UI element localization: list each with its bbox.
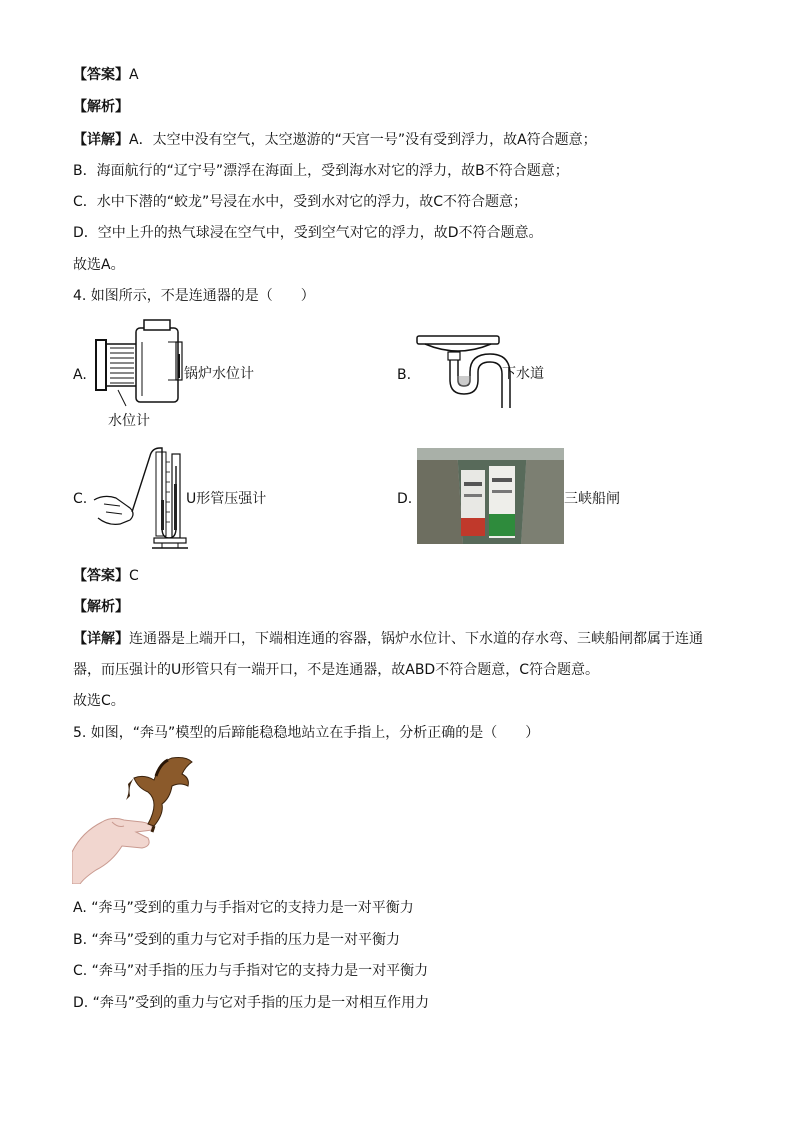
detail-tag: 【详解】 bbox=[73, 631, 129, 647]
option-d-label: 三峡船闸 bbox=[564, 491, 620, 507]
q4-detail-line bbox=[73, 629, 703, 649]
option-b-label: 下水道 bbox=[502, 366, 544, 382]
answer-value: A bbox=[129, 67, 139, 83]
option-a-letter: A. bbox=[73, 367, 87, 383]
q5-stem: 5. 如图，“奔马”模型的后蹄能稳稳地站立在手指上，分析正确的是（ ） bbox=[73, 725, 540, 741]
option-a-sublabel: 水位计 bbox=[108, 413, 150, 429]
q4-analysis-tag bbox=[73, 597, 129, 617]
answer-tag: 【答案】 bbox=[73, 67, 129, 83]
q5-option-b: B. “奔马”受到的重力与它对手指的压力是一对平衡力 bbox=[73, 932, 401, 948]
galloping-horse-on-finger-figure bbox=[72, 752, 198, 884]
answer-tag: 【答案】 bbox=[73, 568, 129, 584]
analysis-tag: 【解析】 bbox=[73, 599, 129, 615]
answer-value: C bbox=[129, 568, 139, 584]
option-c-label: U形管压强计 bbox=[186, 491, 267, 507]
q5-option-d: D. “奔马”受到的重力与它对手指的压力是一对相互作用力 bbox=[73, 995, 430, 1011]
option-d-letter: D. bbox=[397, 491, 413, 507]
option-a-label: 锅炉水位计 bbox=[184, 366, 254, 382]
analysis-tag: 【解析】 bbox=[73, 99, 129, 115]
q4-answer-line bbox=[73, 566, 139, 586]
detail-tag: 【详解】 bbox=[73, 132, 129, 148]
boiler-water-gauge-figure bbox=[90, 318, 210, 408]
q3-conclusion: 故选A。 bbox=[73, 257, 125, 273]
q3-detail-line bbox=[73, 130, 597, 150]
option-b-letter: B. bbox=[397, 367, 412, 383]
q5-option-c: C. “奔马”对手指的压力与手指对它的支持力是一对平衡力 bbox=[73, 963, 429, 979]
detail-text: A．太空中没有空气，太空遨游的“天宫一号”没有受到浮力，故A符合题意； bbox=[129, 132, 597, 148]
q5-option-a: A. “奔马”受到的重力与手指对它的支持力是一对平衡力 bbox=[73, 900, 414, 916]
q3-line-b: B．海面航行的“辽宁号”漂浮在海面上，受到海水对它的浮力，故B不符合题意； bbox=[73, 163, 569, 179]
q3-answer-line bbox=[73, 65, 139, 85]
three-gorges-ship-lock-photo bbox=[417, 448, 564, 544]
detail-text: 连通器是上端开口，下端相连通的容器，锅炉水位计、下水道的存水弯、三峡船闸都属于连通 bbox=[129, 631, 703, 647]
u-tube-manometer-figure bbox=[90, 442, 190, 552]
q4-conclusion: 故选C。 bbox=[73, 693, 125, 709]
q3-line-d: D．空中上升的热气球浸在空气中，受到空气对它的浮力，故D不符合题意。 bbox=[73, 225, 543, 241]
q3-analysis-tag bbox=[73, 97, 129, 117]
q3-line-c: C．水中下潜的“蛟龙”号浸在水中，受到水对它的浮力，故C不符合题意； bbox=[73, 194, 528, 210]
q4-stem: 4. 如图所示，不是连通器的是（ ） bbox=[73, 288, 315, 304]
option-c-letter: C. bbox=[73, 491, 88, 507]
q4-detail-line-2: 器，而压强计的U形管只有一端开口，不是连通器，故ABD不符合题意，C符合题意。 bbox=[73, 662, 599, 678]
